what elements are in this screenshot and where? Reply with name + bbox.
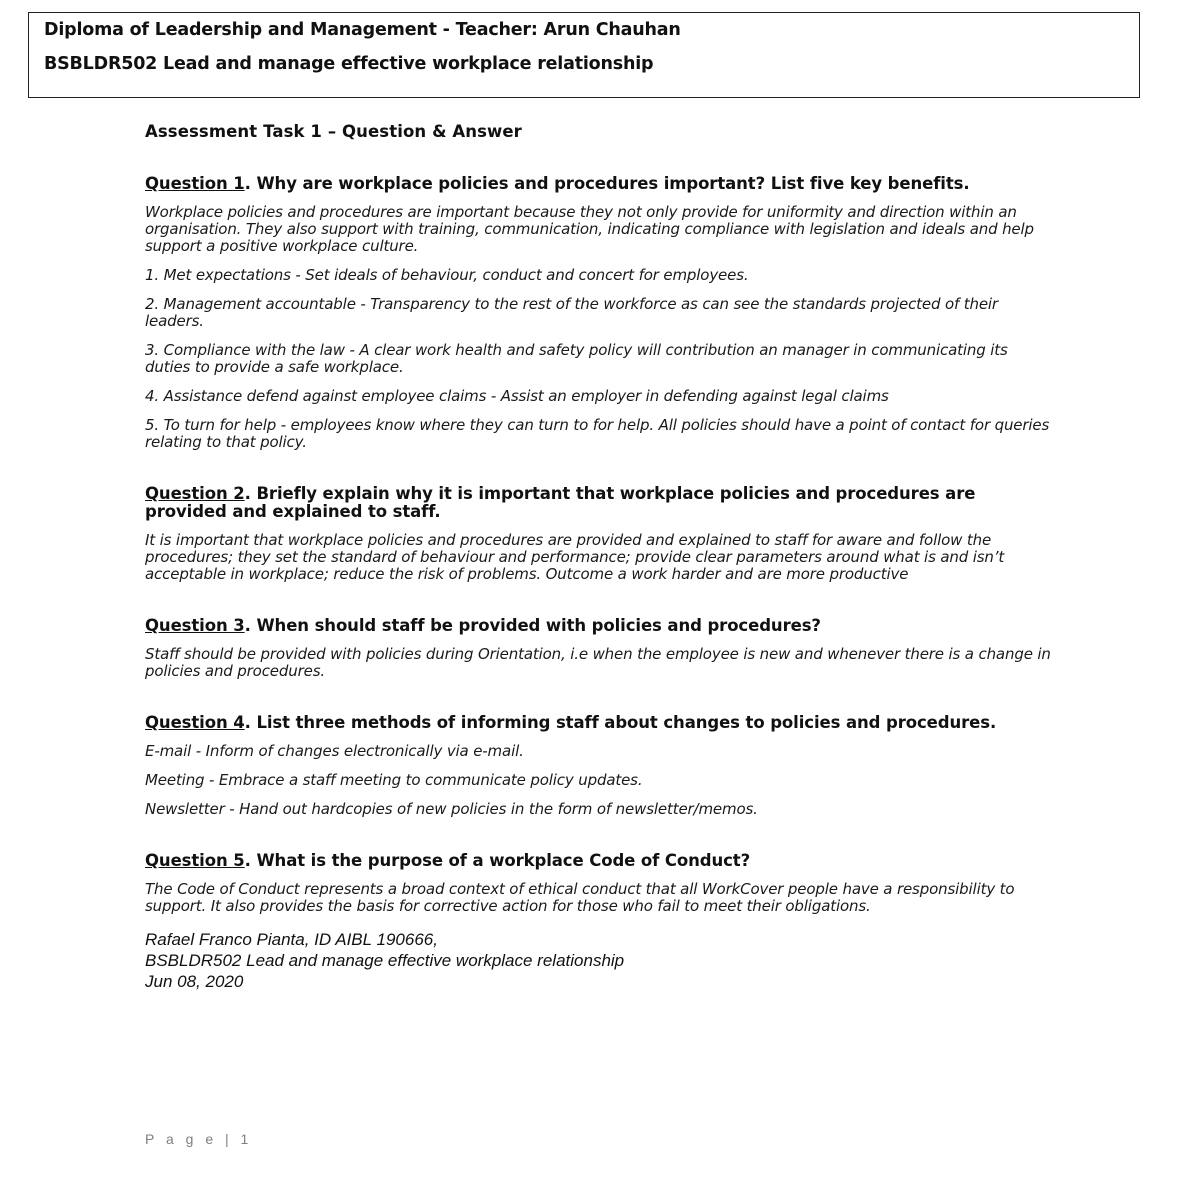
- question-text: What is the purpose of a workplace Code of Conduct?: [256, 851, 751, 870]
- question-block-4: [145, 714, 1055, 818]
- question-block-3: [145, 617, 1055, 680]
- answer-item: 1. Met expectations - Set ideals of behaviour, conduct and concert for employees.: [145, 266, 749, 284]
- answer-paragraph: Staff should be provided with policies during Orientation, i.e when the employee is new and whenever there is a change in policies and procedures.: [145, 645, 1051, 680]
- question-text: List three methods of informing staff about changes to policies and procedures.: [256, 713, 997, 732]
- question-heading: Question 5. What is the purpose of a workplace Code of Conduct?: [145, 851, 751, 870]
- question-number: Question 1: [145, 174, 245, 193]
- document-header-box: [28, 12, 1140, 98]
- answer-paragraph: It is important that workplace policies and procedures are provided and explained to staff for aware and follow the procedures; they set the standard of behaviour and performance; provide clear parameters around what is and isn’t acceptable in workplace; reduce the risk of problems. Outcome a work harder and are more productive: [145, 531, 1005, 583]
- question-block-5: [145, 852, 1055, 915]
- question-heading: Question 1. Why are workplace policies and procedures important? List five key benefits.: [145, 174, 970, 193]
- answer-item: 4. Assistance defend against employee claims - Assist an employer in defending against legal claims: [145, 387, 889, 405]
- question-block-1: [145, 175, 1055, 451]
- question-number: Question 3: [145, 616, 245, 635]
- signature-name: Rafael Franco Pianta, ID AIBL 190666,: [145, 930, 438, 949]
- page-number-footer: P a g e | 1: [145, 1131, 253, 1147]
- question-heading: Question 2. Briefly explain why it is important that workplace policies and procedures are provided and explained to staff.: [145, 484, 976, 521]
- question-number: Question 5: [145, 851, 245, 870]
- signature-block: [145, 929, 1055, 992]
- answer-paragraph: The Code of Conduct represents a broad context of ethical conduct that all WorkCover people have a responsibility to support. It also provides the basis for corrective action for those who fail to meet their obligations.: [145, 880, 1015, 915]
- document-body: [145, 122, 1055, 992]
- question-text: Briefly explain why it is important that workplace policies and procedures are provided and explained to staff.: [145, 484, 976, 521]
- answer-item: Newsletter - Hand out hardcopies of new policies in the form of newsletter/memos.: [145, 800, 758, 818]
- unit-title: BSBLDR502 Lead and manage effective workplace relationship: [44, 54, 654, 74]
- task-title: Assessment Task 1 – Question & Answer: [145, 122, 522, 141]
- answer-item: 2. Management accountable - Transparency to the rest of the workforce as can see the standards projected of their leaders.: [145, 295, 998, 330]
- question-text: When should staff be provided with policies and procedures?: [256, 616, 821, 635]
- answer-paragraph: Workplace policies and procedures are important because they not only provide for uniformity and direction within an organisation. They also support with training, communication, indicating compliance with legislation and ideals and help support a positive workplace culture.: [145, 203, 1034, 255]
- course-title: Diploma of Leadership and Management - Teacher: Arun Chauhan: [44, 20, 681, 40]
- question-heading: Question 4. List three methods of informing staff about changes to policies and procedures.: [145, 713, 997, 732]
- question-text: Why are workplace policies and procedures important? List five key benefits.: [256, 174, 970, 193]
- answer-item: Meeting - Embrace a staff meeting to communicate policy updates.: [145, 771, 643, 789]
- question-heading: Question 3. When should staff be provided with policies and procedures?: [145, 616, 821, 635]
- question-number: Question 2: [145, 484, 245, 503]
- answer-item: 5. To turn for help - employees know where they can turn to for help. All policies should have a point of contact for queries relating to that policy.: [145, 416, 1050, 451]
- answer-item: E-mail - Inform of changes electronically via e-mail.: [145, 742, 524, 760]
- signature-date: Jun 08, 2020: [145, 972, 244, 991]
- signature-unit: BSBLDR502 Lead and manage effective workplace relationship: [145, 951, 625, 970]
- question-number: Question 4: [145, 713, 245, 732]
- question-block-2: [145, 485, 1055, 583]
- answer-item: 3. Compliance with the law - A clear work health and safety policy will contribution an manager in communicating its duties to provide a safe workplace.: [145, 341, 1008, 376]
